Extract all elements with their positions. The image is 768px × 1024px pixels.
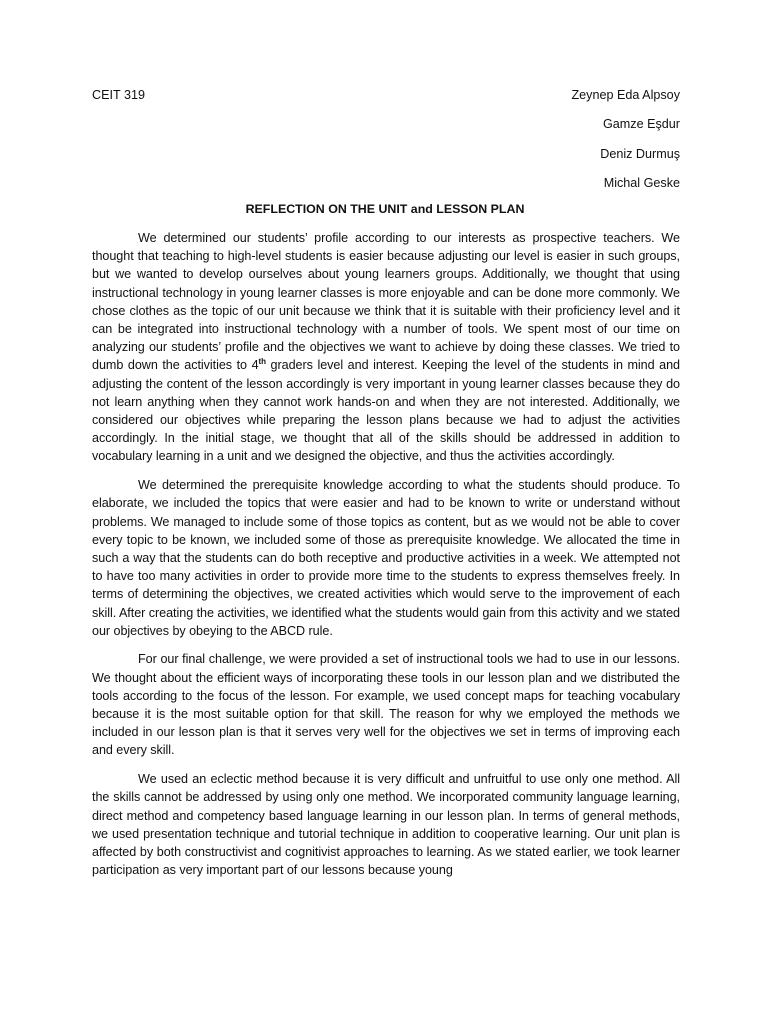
paragraph-1 xyxy=(92,229,680,466)
paragraph-3: For our final challenge, we were provided a set of instructional tools we had to use in our lessons. We thought about the efficient ways of incorporating these tools in our lesson plan and we distributed the tools according to the focus of the lesson. For example, we used concept maps for teaching vocabulary because it is the most suitable option for that skill. The reason for why we employed the methods we included in our lesson plan is that it serves very well for the objectives we set in terms of improving each and every skill. xyxy=(92,652,680,758)
author-name: Michal Geske xyxy=(603,175,680,190)
author-list xyxy=(571,86,680,203)
author-name: Gamze Eşdur xyxy=(603,117,680,132)
document-page xyxy=(92,86,680,878)
paragraph-2: We determined the prerequisite knowledge according to what the students should produce. To elaborate, we included the topics that were easier and had to be known to write or understand without problems. We managed to include some of those topics as content, but as we would not be able to cover every topic to be known, we included some of those as prerequisite knowledge. We allocated the time in such a way that the students can do both receptive and productive activities in a week. We attempted not to have too many activities in order to provide more time to the students to express themselves freely. In terms of determining the objectives, we created activities which would serve to the improvement of each skill. After creating the activities, we identified what the students would gain from this activity and we stated our objectives by obeying to the ABCD rule. xyxy=(92,478,680,638)
paragraph-1-text-a: We determined our students’ profile according to our interests as prospective teachers. We thought that teaching to high-level students is easier because adjusting our level is easier in such groups, but we wanted to develop ourselves about young learners groups. Additionally, we thought that using instructional technology in young learner classes is more enjoyable and can be done more commonly. We chose clothes as the topic of our unit because we think that it is suitable with their proficiency level and it can be integrated into instructional technology with a number of tools. We spent most of our time on analyzing our students’ profile and the objectives we want to achieve by doing these classes. We tried to dumb down the activities to 4 xyxy=(92,231,680,373)
paragraph-1-text-b: graders level and interest. Keeping the level of the students in mind and adjusting the content of the lesson accordingly is very important in young learner classes because they do not learn anything when they cannot work hands-on and when they are not interested. Additionally, we considered our objectives while preparing the lesson plans because we had to adjust the activities accordingly. In the initial stage, we thought that all of the skills should be addressed in addition to vocabulary learning in a unit and we designed the objective, and thus the activities accordingly. xyxy=(92,358,680,464)
ordinal-suffix: th xyxy=(258,357,266,367)
paragraph-4: We used an eclectic method because it is very difficult and unfruitful to use only one method. All the skills cannot be addressed by using only one method. We incorporated community language learning, direct method and competency based language learning in our lesson plan. In terms of general methods, we used presentation technique and tutorial technique in addition to cooperative learning. Our unit plan is affected by both constructivist and cognitivist approaches to learning. As we stated earlier, we took learner participation as very important part of our lessons because young xyxy=(92,772,680,878)
author-name: Zeynep Eda Alpsoy xyxy=(571,88,680,102)
document-title: REFLECTION ON THE UNIT and LESSON PLAN xyxy=(245,202,525,216)
author-name: Deniz Durmuş xyxy=(600,146,680,161)
document-header xyxy=(92,86,680,190)
document-body xyxy=(92,229,680,890)
course-code: CEIT 319 xyxy=(92,88,145,102)
